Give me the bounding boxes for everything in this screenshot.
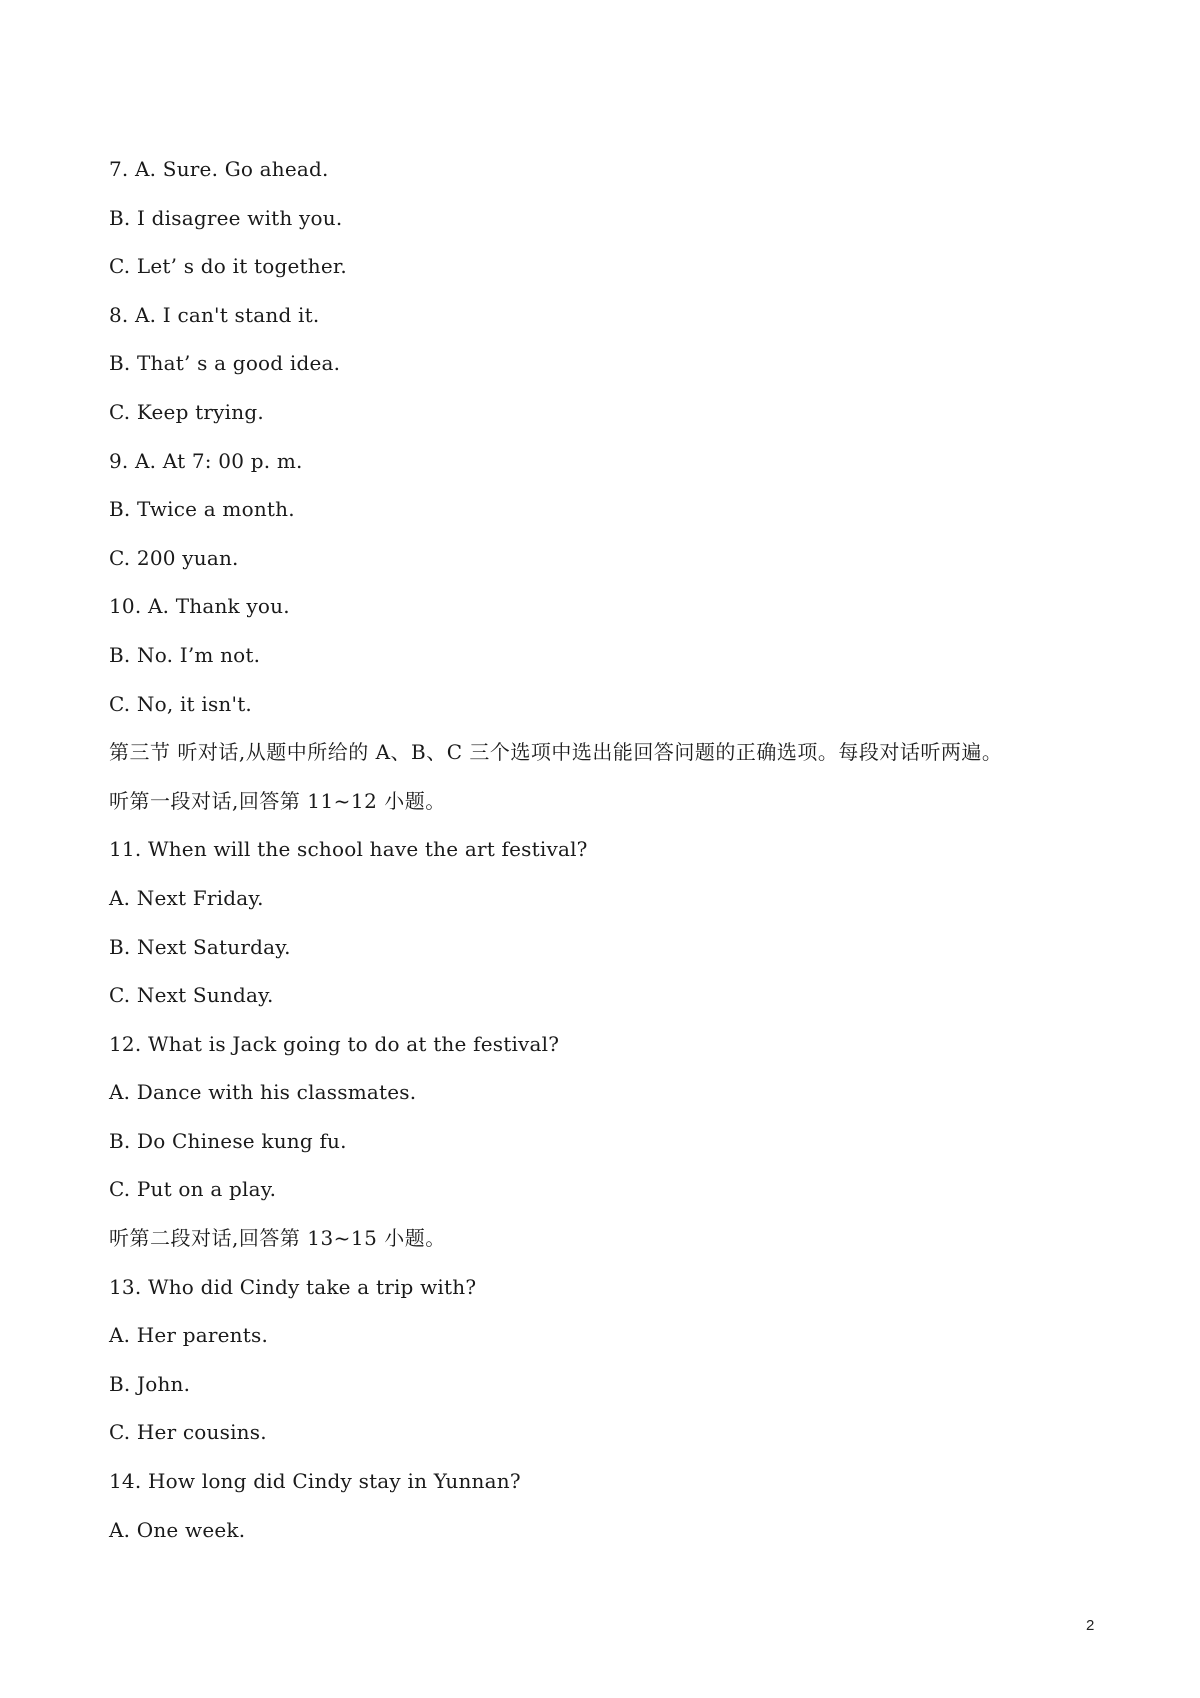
q14-option-a: A. One week. xyxy=(109,1517,246,1542)
q9-option-c: C. 200 yuan. xyxy=(109,545,239,570)
q9-option-b: B. Twice a month. xyxy=(109,497,295,522)
q13-option-c: C. Her cousins. xyxy=(109,1420,267,1445)
q12-option-b: B. Do Chinese kung fu. xyxy=(109,1128,347,1153)
q13-option-a: A. Her parents. xyxy=(109,1323,269,1348)
document-body xyxy=(109,154,1109,1563)
q7-option-a: 7. A. Sure. Go ahead. xyxy=(109,157,329,181)
q8-option-a: 8. A. I can't stand it. xyxy=(109,302,320,327)
dialogue-2-instructions: 听第二段对话,回答第 13~15 小题。 xyxy=(109,1226,446,1251)
q7-option-c: C. Let’ s do it together. xyxy=(109,254,347,279)
q14-question: 14. How long did Cindy stay in Yunnan? xyxy=(109,1469,521,1494)
q8-option-c: C. Keep trying. xyxy=(109,399,264,424)
q11-option-b: B. Next Saturday. xyxy=(109,934,291,959)
q13-question: 13. Who did Cindy take a trip with? xyxy=(109,1274,477,1299)
page-number: 2 xyxy=(1086,1617,1095,1634)
q13-option-b: B. John. xyxy=(109,1371,191,1396)
q8-option-b: B. That’ s a good idea. xyxy=(109,351,341,376)
q11-option-a: A. Next Friday. xyxy=(109,885,264,910)
q12-option-c: C. Put on a play. xyxy=(109,1177,277,1202)
q7-option-b: B. I disagree with you. xyxy=(109,205,343,230)
q11-option-c: C. Next Sunday. xyxy=(109,983,274,1008)
section-3-instructions: 第三节 听对话,从题中所给的 A、B、C 三个选项中选出能回答问题的正确选项。每段对话听两遍。 xyxy=(109,740,1003,765)
q10-option-c: C. No, it isn't. xyxy=(109,691,252,716)
dialogue-1-instructions: 听第一段对话,回答第 11~12 小题。 xyxy=(109,788,446,813)
q12-question: 12. What is Jack going to do at the festival? xyxy=(109,1031,560,1056)
q11-question: 11. When will the school have the art festival? xyxy=(109,837,588,862)
q10-option-a: 10. A. Thank you. xyxy=(109,594,290,619)
q10-option-b: B. No. I’m not. xyxy=(109,642,261,667)
q9-option-a: 9. A. At 7: 00 p. m. xyxy=(109,448,303,473)
q12-option-a: A. Dance with his classmates. xyxy=(109,1080,417,1105)
